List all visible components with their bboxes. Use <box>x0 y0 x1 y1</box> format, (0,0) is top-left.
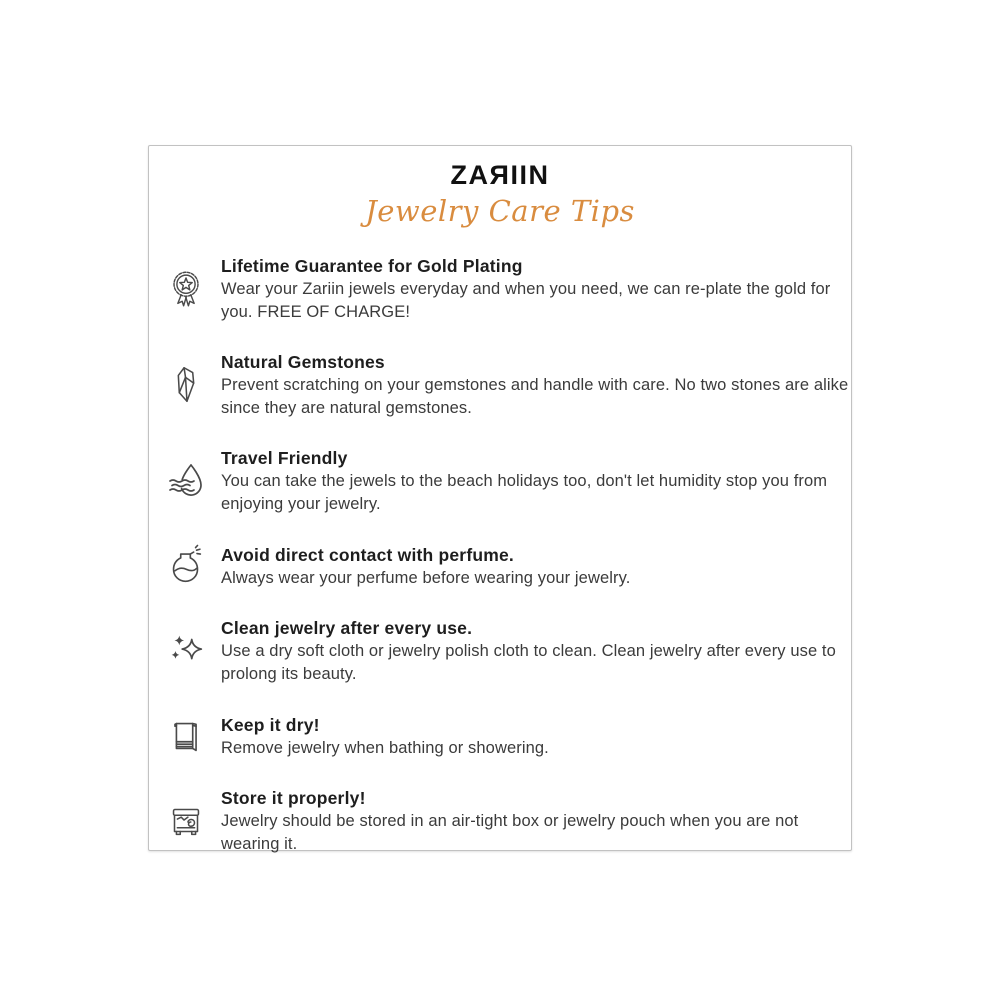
towel-icon <box>159 712 213 760</box>
tip-row-store <box>149 786 851 856</box>
perfume-bottle-icon <box>159 542 213 590</box>
tip-row-travel <box>149 446 851 516</box>
tip-title: Lifetime Guarantee for Gold Plating <box>221 256 523 276</box>
tip-body: Prevent scratching on your gemstones and handle with care. No two stones are alike since they are natural gemstones. <box>221 376 849 417</box>
tip-text <box>221 543 851 590</box>
tip-title: Store it properly! <box>221 788 366 808</box>
tip-body: You can take the jewels to the beach holidays too, don't let humidity stop you from enjoying your jewelry. <box>221 472 828 513</box>
jewelry-box-icon <box>159 797 213 845</box>
tip-title: Keep it dry! <box>221 714 320 735</box>
tip-title: Travel Friendly <box>221 448 348 468</box>
tip-row-dry <box>149 712 851 760</box>
tip-title: Avoid direct contact with perfume. <box>221 544 514 565</box>
tip-title: Clean jewelry after every use. <box>221 618 473 638</box>
tip-row-gemstones <box>149 350 851 420</box>
tip-body: Use a dry soft cloth or jewelry polish cloth to clean. Clean jewelry after every use to prolong its beauty. <box>221 642 836 683</box>
page-title: Jewelry Care Tips <box>365 194 635 228</box>
water-drop-humidity-icon <box>159 457 213 505</box>
tip-text <box>221 616 851 686</box>
tip-row-gold-plating <box>149 254 851 324</box>
tip-title: Natural Gemstones <box>221 352 385 372</box>
sparkles-icon <box>159 627 213 675</box>
gemstone-icon <box>159 360 213 410</box>
brand-logo: ZAЯIIN <box>450 160 550 190</box>
tip-row-perfume <box>149 542 851 590</box>
tip-text <box>221 786 851 856</box>
tip-row-clean <box>149 616 851 686</box>
tip-text <box>221 350 851 420</box>
tip-text <box>221 446 851 516</box>
tip-text <box>221 713 851 760</box>
tip-body: Jewelry should be stored in an air-tight box or jewelry pouch when you are not wearing it. <box>221 812 799 853</box>
care-tips-card <box>148 145 852 851</box>
medal-ribbon-icon <box>159 265 213 313</box>
tip-body: Always wear your perfume before wearing your jewelry. <box>221 568 631 587</box>
tip-body: Remove jewelry when bathing or showering. <box>221 738 549 757</box>
tip-text <box>221 254 851 324</box>
tips-list <box>149 254 851 856</box>
tip-body: Wear your Zariin jewels everyday and when you need, we can re-plate the gold for you. FREE OF CHARGE! <box>221 280 831 321</box>
